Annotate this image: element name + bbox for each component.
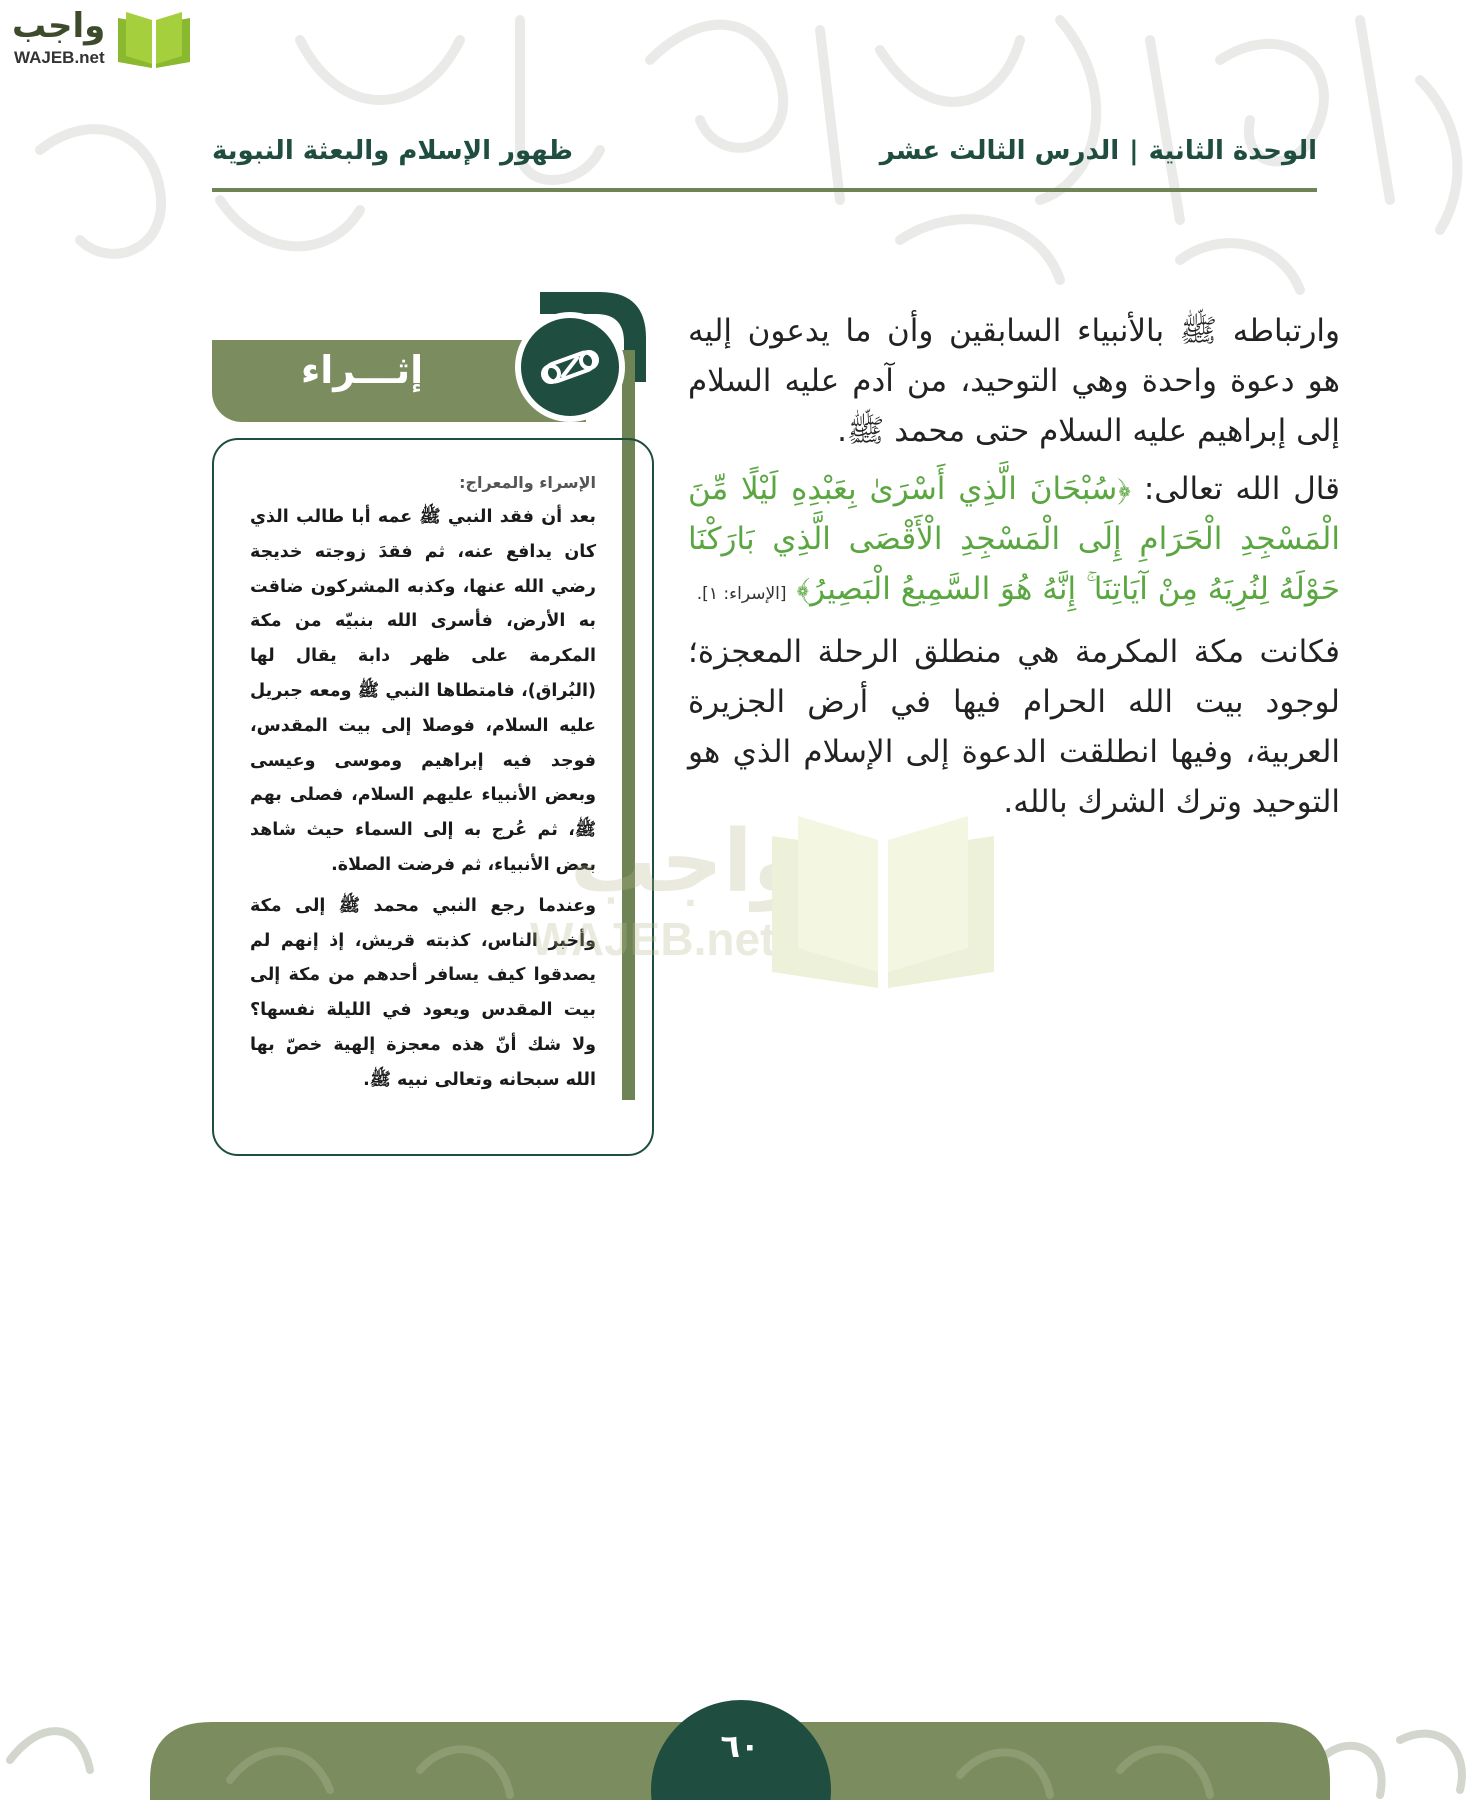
quran-intro: قال الله تعالى: (1143, 471, 1340, 507)
page-number: ٦٠ (720, 1727, 760, 1765)
main-content (688, 306, 1340, 835)
header-separator: | (1129, 136, 1139, 166)
quran-paragraph (688, 464, 1340, 619)
header-title: ظهور الإسلام والبعثة النبوية (212, 136, 573, 166)
sidebar-title: إثـــراء (300, 348, 424, 392)
header-divider (212, 188, 1317, 192)
sidebar-paragraph-1: بعد أن فقد النبي ﷺ عمه أبا طالب الذي كان يدافع عنه، ثم فقدَ زوجته خديجة رضي الله عنها، وكذبه المشركون ضاقت به الأرض، فأسرى الله بنبيّه من مكة المكرمة على ظهر دابة يقال لها (البُراق)، فامتطاها النبي ﷺ ومعه جبريل عليه السلام، فوصلا إلى بيت المقدس، فوجد فيه إبراهيم وموسى وعيسى وبعض الأنبياء عليهم السلام، فصلى بهم ﷺ، ثم عُرج به إلى السماء حيث شاهد بعض الأنبياء، ثم فرضت الصلاة. (250, 507, 596, 875)
wajeb-logo[interactable] (8, 6, 188, 70)
sidebar-paragraph-2: وعندما رجع النبي محمد ﷺ إلى مكة وأخبر الناس، كذبته قريش، إذ إنهم لم يصدقوا كيف يسافر أحدهم من مكة إلى بيت المقدس ويعود في الليلة نفسها؟ ولا شك أنّ هذه معجزة إلهية خصّ بها الله سبحانه وتعالى نبيه ﷺ. (250, 895, 596, 1090)
logo-latin-text: WAJEB.net (14, 48, 105, 67)
watermark-arabic: واجب (570, 812, 806, 912)
logo-arabic-text: واجب (12, 6, 106, 46)
header-unit: الوحدة الثانية (1148, 136, 1317, 166)
header-unit-lesson (880, 136, 1317, 166)
watermark-latin: WAJEB.net (530, 913, 776, 965)
main-paragraph-1: وارتباطه ﷺ بالأنبياء السابقين وأن ما يدعون إليه هو دعوة واحدة وهي التوحيد، من آدم عليه السلام إلى إبراهيم عليه السلام حتى محمد ﷺ. (688, 313, 1340, 449)
sidebar-emblem (515, 312, 625, 422)
quran-reference: [الإسراء: ١]. (696, 584, 787, 604)
watermark (520, 812, 1000, 992)
sidebar-subtitle: الإسراء والمعراج: (459, 473, 596, 492)
main-paragraph-2: فكانت مكة المكرمة هي منطلق الرحلة المعجزة؛ لوجود بيت الله الحرام فيها في أرض الجزيرة العربية، وفيها انطلقت الدعوة إلى الإسلام الذي هو التوحيد وترك الشرك بالله. (688, 634, 1340, 820)
header-lesson: الدرس الثالث عشر (879, 136, 1120, 166)
scroll-icon (521, 318, 619, 416)
book-icon (114, 10, 194, 70)
watermark-book-icon (768, 812, 998, 992)
sidebar-content (250, 468, 596, 1104)
quran-verse: ﴿سُبْحَانَ الَّذِي أَسْرَىٰ بِعَبْدِهِ لَيْلًا مِّنَ الْمَسْجِدِ الْحَرَامِ إِلَى الْمَسْجِدِ الْأَقْصَى الَّذِي بَارَكْنَا حَوْلَهُ لِنُرِيَهُ مِنْ آيَاتِنَا ۚ إِنَّهُ هُوَ السَّمِيعُ الْبَصِيرُ﴾ (688, 471, 1340, 607)
